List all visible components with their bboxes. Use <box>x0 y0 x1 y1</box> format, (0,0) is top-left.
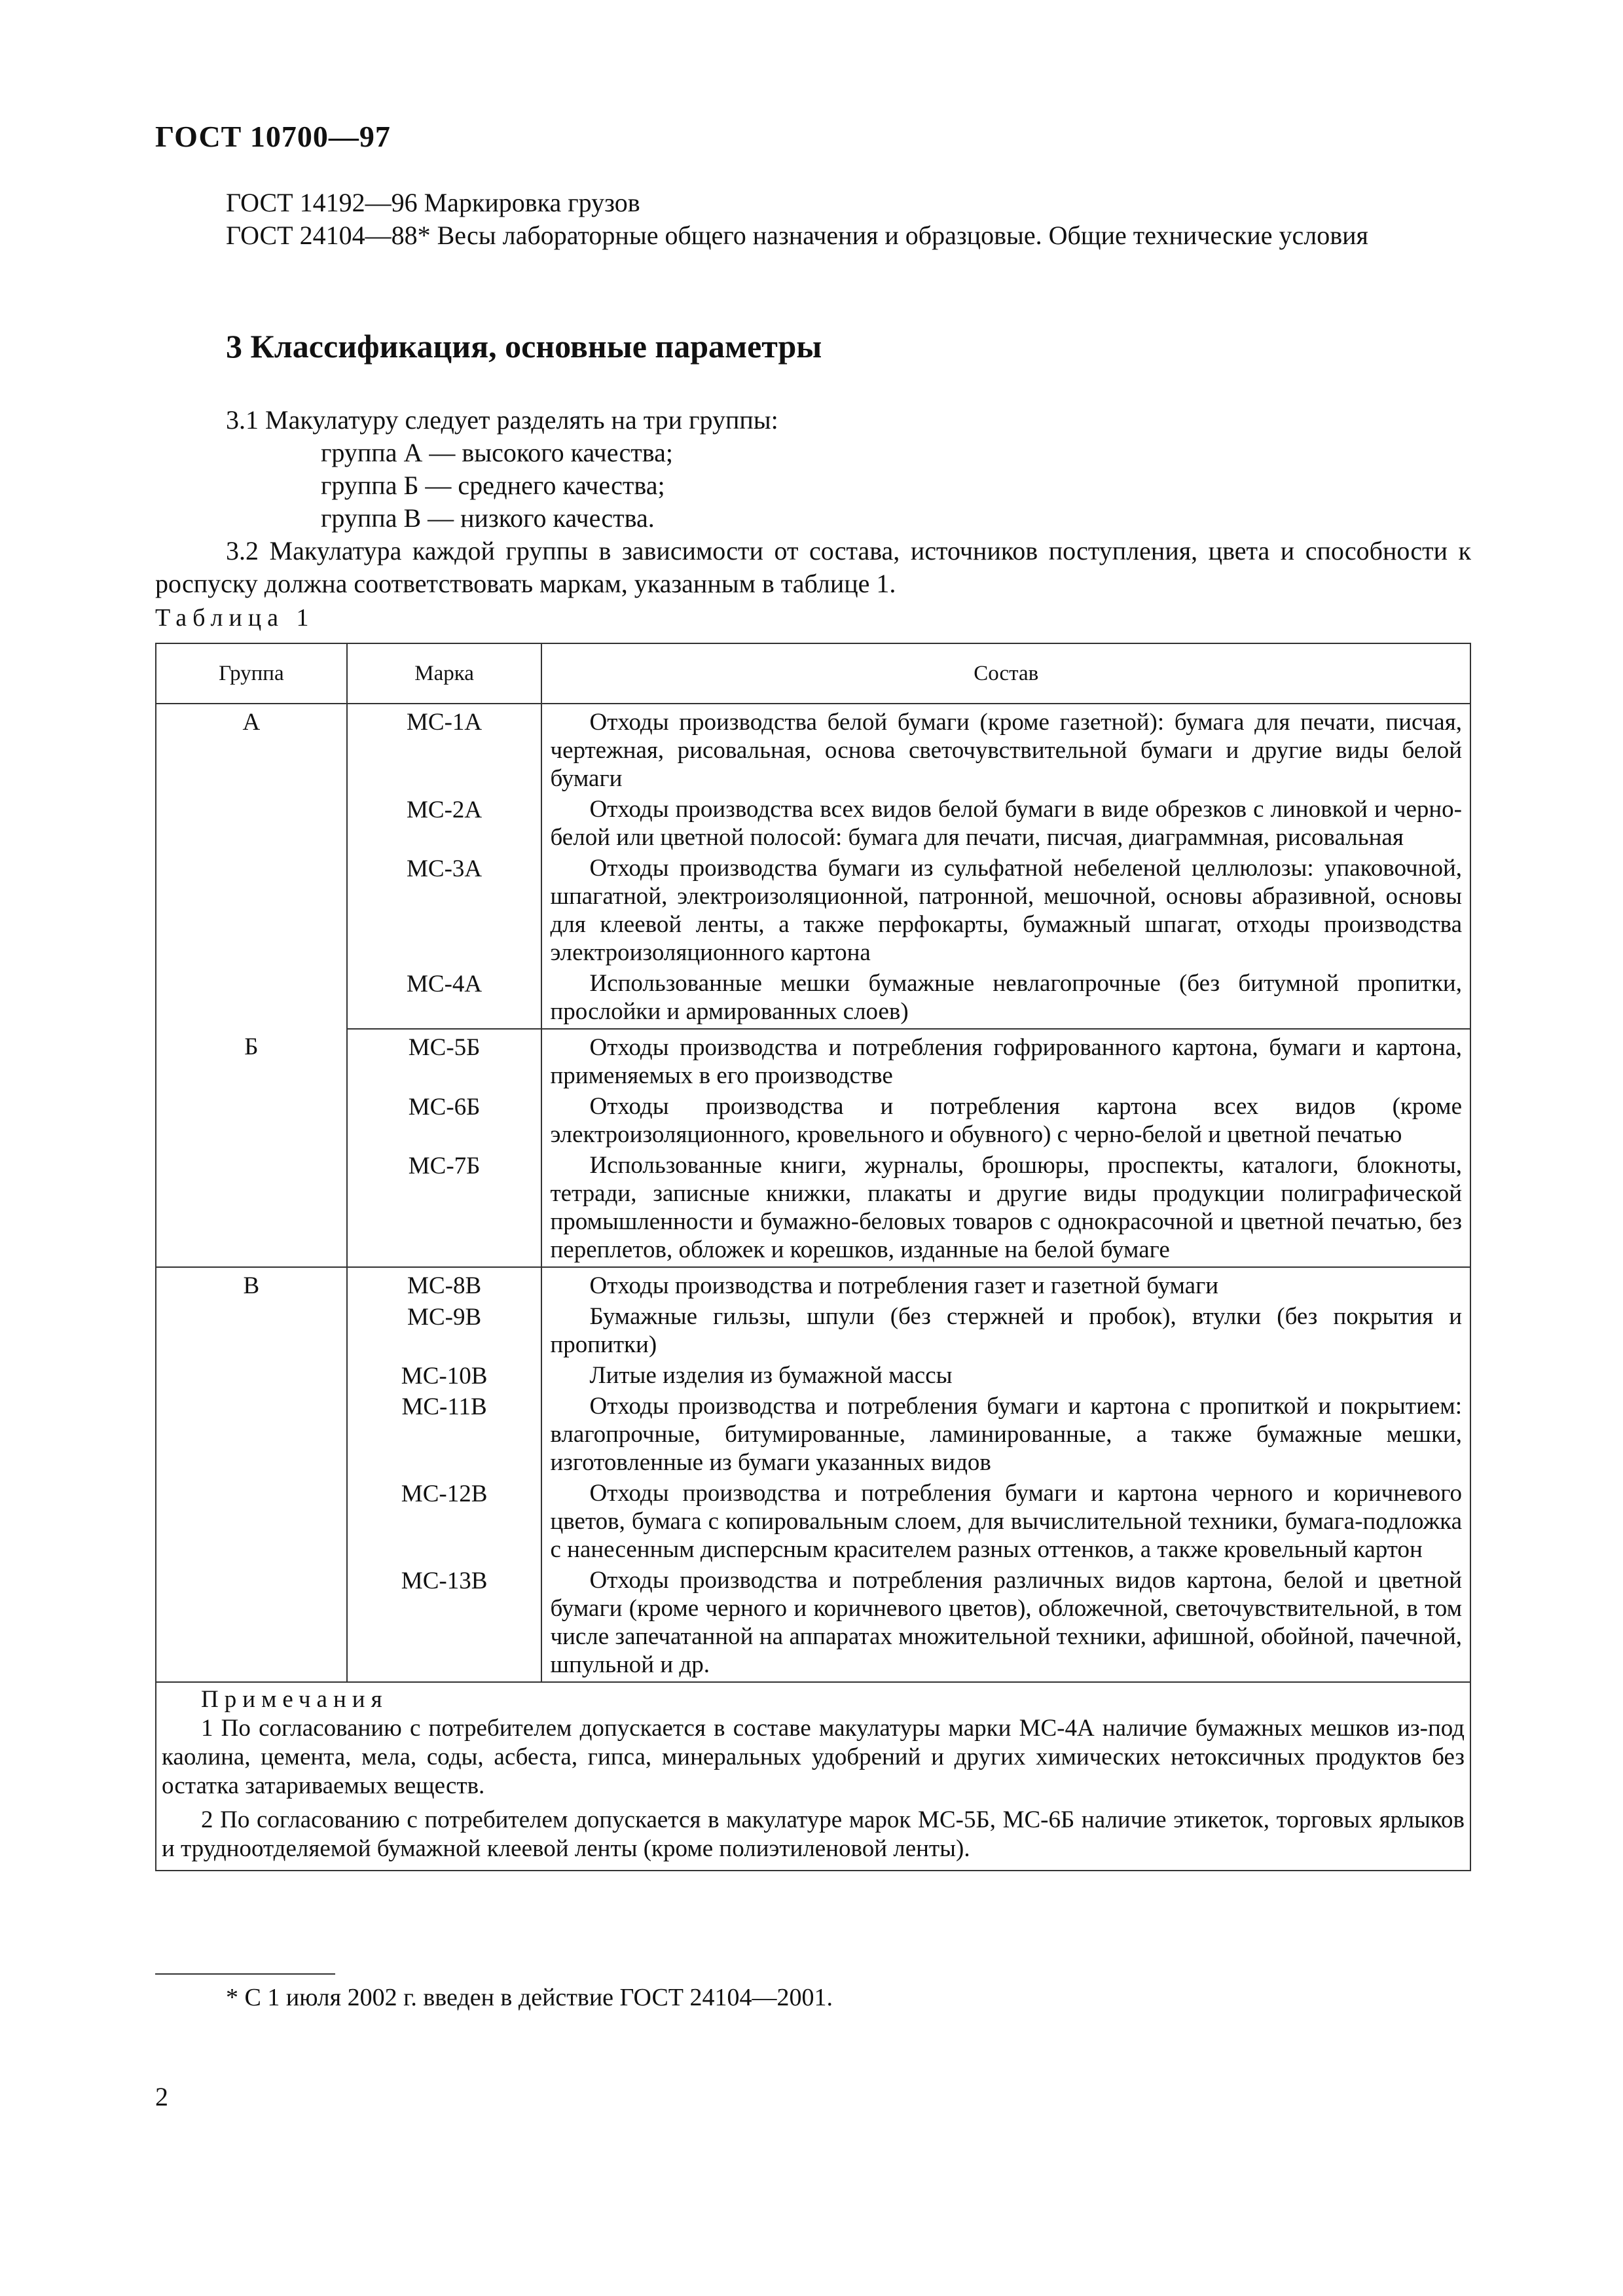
mark-cell: МС-4А <box>347 969 542 1029</box>
table-notes <box>156 1682 1470 1871</box>
table-row <box>156 704 1470 795</box>
table-row <box>156 1029 1470 1092</box>
section-title: 3 Классификация, основные параметры <box>226 328 822 365</box>
group-b-item: группа Б — среднего качества; <box>321 471 665 500</box>
clause-3-2: 3.2 Макулатура каждой группы в зависимости от состава, источников поступления, цвета и способности к роспуску должна соответствовать маркам, указанным в таблице 1. <box>155 536 1471 598</box>
composition-cell: Отходы производства бумаги из сульфатной небеленой целлюлозы: упаковочной, шпагатной, электроизоляционной, патронной, мешочной, основы абразивной, основы для клеевой ленты, а также перфокарты, бумажный шпагат, отходы производства электроизоляционного картона <box>541 854 1470 969</box>
composition-cell: Использованные мешки бумажные невлагопрочные (без битумной пропитки, прослойки и армированных слоев) <box>541 969 1470 1029</box>
document-header: ГОСТ 10700—97 <box>155 120 391 153</box>
note-2: 2 По согласованию с потребителем допускается в макулатуре марок МС-5Б, МС-6Б наличие этикеток, торговых ярлыков и трудноотделяемой бумажной клеевой ленты (кроме полиэтиленовой ленты). <box>162 1806 1465 1862</box>
column-header-group: Группа <box>156 643 347 704</box>
table-row <box>156 1302 1470 1361</box>
table-row <box>156 795 1470 854</box>
footnote-divider <box>155 1973 335 1975</box>
mark-cell: МС-7Б <box>347 1151 542 1267</box>
composition-cell: Бумажные гильзы, шпули (без стержней и пробок), втулки (без покрытия и пропитки) <box>541 1302 1470 1361</box>
composition-cell: Отходы производства и потребления гофрированного картона, бумаги и картона, применяемых в его производстве <box>541 1029 1470 1092</box>
mark-cell: МС-10В <box>347 1361 542 1392</box>
mark-cell: МС-3А <box>347 854 542 969</box>
composition-cell: Отходы производства всех видов белой бумаги в виде обрезков с линовкой и черно-белой или цветной полосой: бумага для печати, писчая, диаграммная, рисовальная <box>541 795 1470 854</box>
classification-table <box>155 643 1471 1871</box>
mark-cell: МС-13В <box>347 1566 542 1682</box>
table-row <box>156 854 1470 969</box>
group-a-item: группа А — высокого качества; <box>321 438 673 467</box>
clause-3-1-intro: 3.1 Макулатуру следует разделять на три группы: <box>226 405 778 435</box>
group-v-item: группа В — низкого качества. <box>321 503 655 533</box>
mark-cell: МС-5Б <box>347 1029 542 1092</box>
table-notes-row <box>156 1682 1470 1871</box>
composition-cell: Отходы производства и потребления бумаги и картона черного и коричневого цветов, бумага с копировальным слоем, для вычислительной техники, бумага-подложка с нанесенным дисперсным красителем разных оттенков, а также кровельный картон <box>541 1479 1470 1566</box>
notes-title: Примечания <box>201 1686 388 1713</box>
mark-cell: МС-2А <box>347 795 542 854</box>
composition-cell: Отходы производства белой бумаги (кроме газетной): бумага для печати, писчая, чертежная, рисовальная, основа светочувствительной бумаги и другие виды белой бумаги <box>541 704 1470 795</box>
column-header-composition: Состав <box>541 643 1470 704</box>
table-row <box>156 1479 1470 1566</box>
table-row <box>156 1092 1470 1151</box>
composition-cell: Литые изделия из бумажной массы <box>541 1361 1470 1392</box>
note-1: 1 По согласованию с потребителем допускается в составе макулатуры марки МС-4А наличие бумажных мешков из-под каолина, цемента, мела, соды, асбеста, гипса, минеральных удобрений и других химических нетоксичных продуктов без остатка затариваемых веществ. <box>162 1715 1465 1799</box>
composition-cell: Использованные книги, журналы, брошюры, проспекты, каталоги, блокноты, тетради, записные книжки, плакаты и другие виды продукции полиграфической промышленности и бумажно-беловых товаров с однокрасочной и цветной печатью, без переплетов, обложек и корешков, изданные на белой бумаге <box>541 1151 1470 1267</box>
table-row <box>156 969 1470 1029</box>
table-caption: Таблица 1 <box>155 604 315 632</box>
table-row <box>156 1361 1470 1392</box>
group-cell: В <box>156 1267 347 1682</box>
table-row <box>156 1267 1470 1302</box>
table-row <box>156 1151 1470 1267</box>
group-cell: Б <box>156 1029 347 1267</box>
page-number: 2 <box>155 2082 168 2111</box>
reference-gost-14192: ГОСТ 14192—96 Маркировка грузов <box>226 188 640 217</box>
table-row <box>156 1392 1470 1479</box>
footnote: * С 1 июля 2002 г. введен в действие ГОСТ 24104—2001. <box>226 1984 833 2011</box>
mark-cell: МС-6Б <box>347 1092 542 1151</box>
group-cell: А <box>156 704 347 1029</box>
composition-cell: Отходы производства и потребления картона всех видов (кроме электроизоляционного, кровельного и обувного) с черно-белой и цветной печатью <box>541 1092 1470 1151</box>
column-header-mark: Марка <box>347 643 542 704</box>
mark-cell: МС-1А <box>347 704 542 795</box>
mark-cell: МС-9В <box>347 1302 542 1361</box>
mark-cell: МС-8В <box>347 1267 542 1302</box>
composition-cell: Отходы производства и потребления бумаги и картона с пропиткой и покрытием: влагопрочные, битумированные, ламинированные, а также бумажные мешки, изготовленные из бумаги указанных видов <box>541 1392 1470 1479</box>
mark-cell: МС-11В <box>347 1392 542 1479</box>
composition-cell: Отходы производства и потребления различных видов картона, белой и цветной бумаги (кроме черного и коричневого цветов), обложечной, светочувствительной, в том числе запечатанной на аппаратах множительной техники, афишной, обойной, пачечной, шпульной и др. <box>541 1566 1470 1682</box>
table-row <box>156 1566 1470 1682</box>
reference-gost-24104: ГОСТ 24104—88* Весы лабораторные общего назначения и образцовые. Общие технические условия <box>226 221 1368 250</box>
composition-cell: Отходы производства и потребления газет и газетной бумаги <box>541 1267 1470 1302</box>
mark-cell: МС-12В <box>347 1479 542 1566</box>
